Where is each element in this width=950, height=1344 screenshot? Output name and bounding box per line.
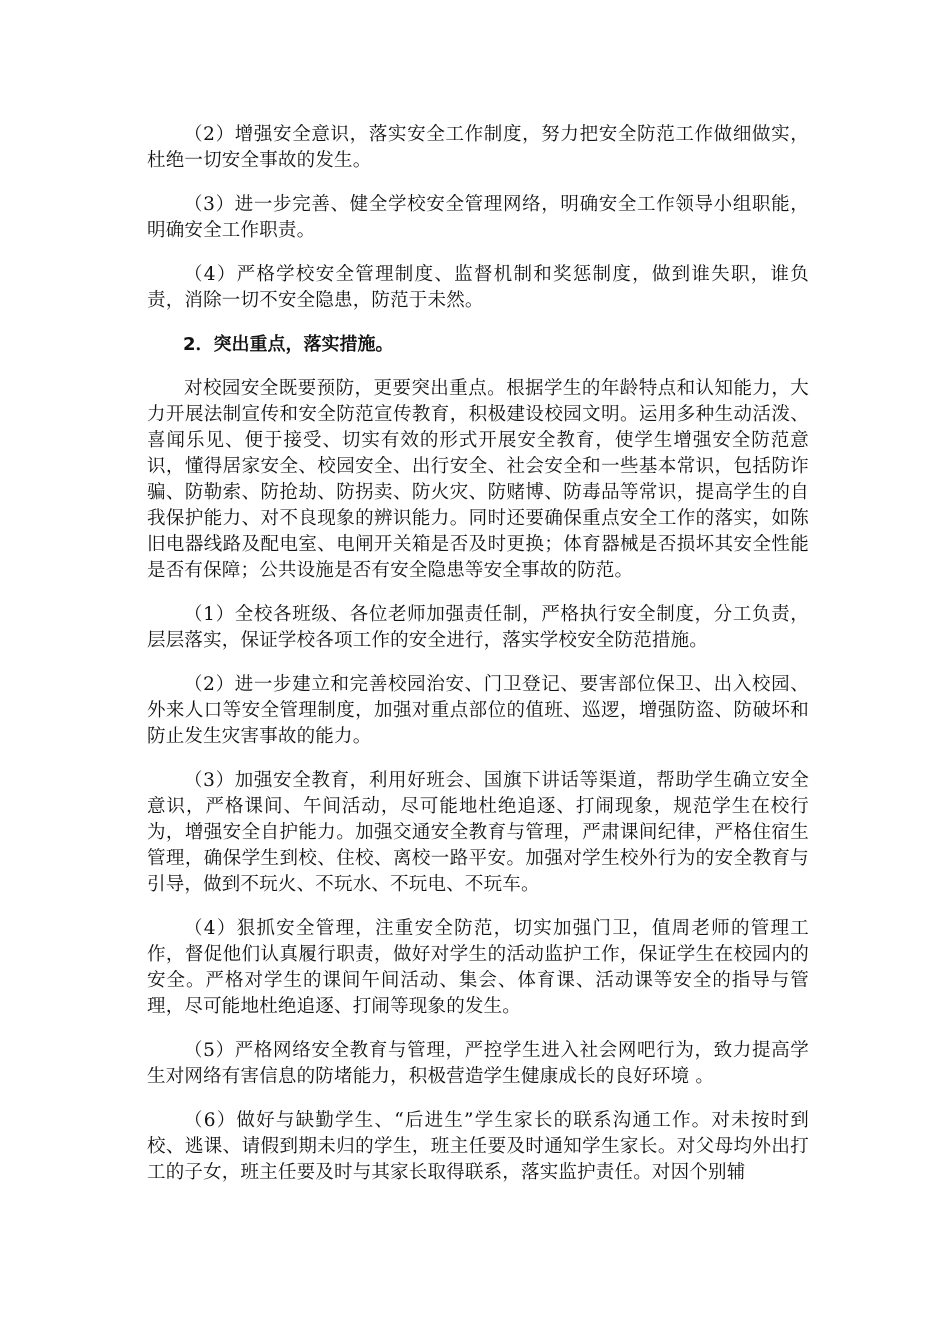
paragraph-measure-3: （3）加强安全教育，利用好班会、国旗下讲话等渠道，帮助学生确立安全意识，严格课间、午间活动，尽可能地杜绝追逐、打闹现象，规范学生在校行为，增强安全自护能力。加强交通安全教育与管理，严肃课间纪律，严格住宿生管理，确保学生到校、住校、离校一路平安。加强对学生校外行为的安全教育与引导，做到不玩火、不玩水、不玩电、不玩车。	[147, 770, 809, 895]
paragraph-measure-5: （5）严格网络安全教育与管理，严控学生进入社会网吧行为，致力提高学生对网络有害信息的防堵能力，积极营造学生健康成长的良好环境 。	[147, 1040, 809, 1087]
paragraph-measure-2: （2）进一步建立和完善校园治安、门卫登记、要害部位保卫、出入校园、外来人口等安全管理制度，加强对重点部位的值班、巡逻，增强防盗、防破坏和防止发生灾害事故的能力。	[147, 674, 809, 747]
paragraph-item-4: （4）严格学校安全管理制度、监督机制和奖惩制度，做到谁失职，谁负责，消除一切不安全隐患，防范于未然。	[147, 264, 809, 311]
paragraph-measure-6: （6）做好与缺勤学生、“后进生”学生家长的联系沟通工作。对未按时到校、逃课、请假到期未归的学生，班主任要及时通知学生家长。对父母均外出打工的子女，班主任要及时与其家长取得联系，落实监护责任。对因个别辅	[147, 1110, 809, 1183]
paragraph-item-3: （3）进一步完善、健全学校安全管理网络，明确安全工作领导小组职能，明确安全工作职责。	[147, 194, 809, 241]
paragraph-measure-4: （4）狠抓安全管理，注重安全防范，切实加强门卫，值周老师的管理工作，督促他们认真履行职责，做好对学生的活动监护工作，保证学生在校园内的安全。严格对学生的课间午间活动、集会、体育课、活动课等安全的指导与管理，尽可能地杜绝追逐、打闹等现象的发生。	[147, 918, 809, 1017]
paragraph-item-2: （2）增强安全意识，落实安全工作制度，努力把安全防范工作做细做实，杜绝一切安全事故的发生。	[147, 124, 809, 171]
section-heading: 2．突出重点，落实措施。	[183, 334, 394, 355]
paragraph-intro: 对校园安全既要预防，更要突出重点。根据学生的年龄特点和认知能力，大力开展法制宣传和安全防范宣传教育，积极建设校园文明。运用多种生动活泼、喜闻乐见、便于接受、切实有效的形式开展安全教育，使学生增强安全防范意识，懂得居家安全、校园安全、出行安全、社会安全和一些基本常识，包括防诈骗、防勒索、防抢劫、防拐卖、防火灾、防赌博、防毒品等常识，提高学生的自我保护能力、对不良现象的辨识能力。同时还要确保重点安全工作的落实，如陈旧电器线路及配电室、电闸开关箱是否及时更换；体育器械是否损坏其安全性能是否有保障；公共设施是否有安全隐患等安全事故的防范。	[147, 378, 809, 581]
paragraph-measure-1: （1）全校各班级、各位老师加强责任制，严格执行安全制度，分工负责，层层落实，保证学校各项工作的安全进行，落实学校安全防范措施。	[147, 604, 809, 651]
document-page	[147, 122, 809, 1204]
